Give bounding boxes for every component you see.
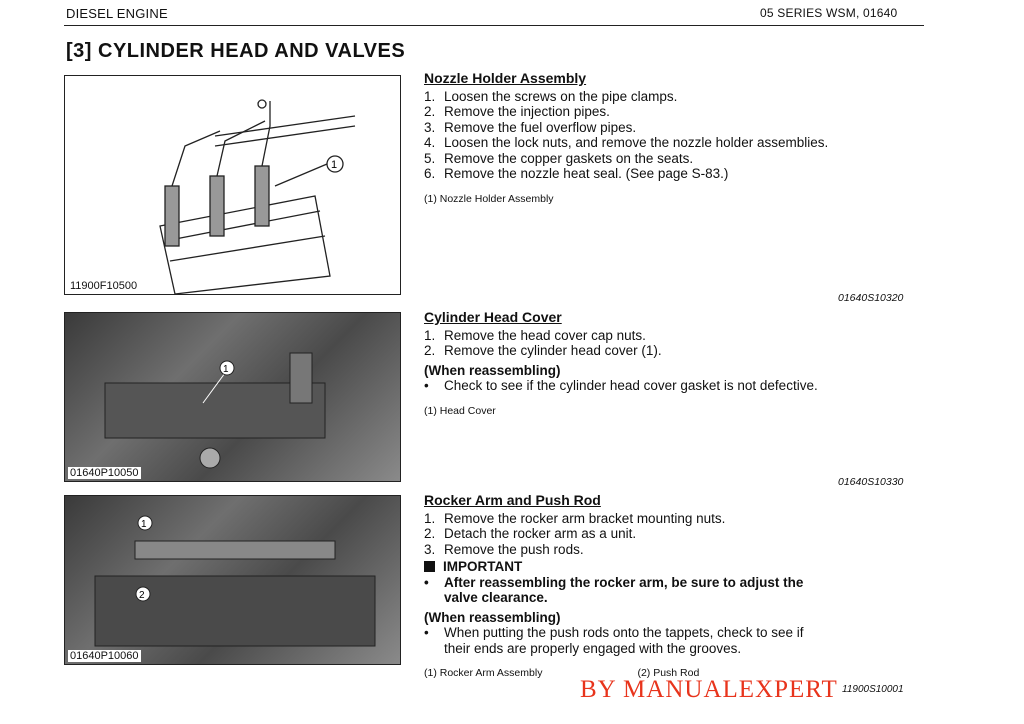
- step-list: [424, 328, 924, 359]
- callout-label: 1: [331, 159, 338, 171]
- subheading: (When reassembling): [424, 362, 561, 378]
- running-header-left: DIESEL ENGINE: [66, 6, 168, 21]
- step-item: 3. Remove the push rods.: [424, 541, 584, 557]
- figure-caption: (2) Push Rod: [637, 667, 700, 679]
- section-heading: Cylinder Head Cover: [424, 309, 562, 325]
- important-bullet-cont: valve clearance.: [444, 590, 548, 605]
- step-list: [424, 511, 924, 558]
- header-rule: [64, 25, 924, 26]
- figure-code: 01640P10060: [70, 650, 139, 662]
- step-item: 1. Loosen the screws on the pipe clamps.: [424, 88, 678, 104]
- section-code: 11900S10001: [842, 684, 904, 695]
- nozzle-holder-illustration: [65, 76, 400, 294]
- important-square-icon: [424, 561, 435, 572]
- important-bullet: • After reassembling the rocker arm, be sure to adjust the: [424, 574, 804, 590]
- figure-code: 01640P10050: [70, 467, 139, 479]
- figure-caption: (1) Head Cover: [424, 404, 496, 417]
- section-heading: Nozzle Holder Assembly: [424, 70, 587, 86]
- step-item: 3. Remove the fuel overflow pipes.: [424, 119, 637, 135]
- section-head-cover: [424, 310, 924, 419]
- step-item: 2. Remove the cylinder head cover (1).: [424, 343, 662, 358]
- head-cover-photo: [65, 313, 400, 481]
- bullet-item: • Check to see if the cylinder head cover gasket is not defective.: [424, 378, 818, 393]
- figure-caption: (1) Rocker Arm Assembly: [424, 667, 543, 679]
- bullet-item-cont: their ends are properly engaged with the grooves.: [444, 640, 742, 656]
- subheading: (When reassembling): [424, 609, 561, 625]
- section-code: 01640S10330: [838, 476, 904, 488]
- rocker-arm-photo: [65, 496, 400, 664]
- figure-code: 11900F10500: [70, 280, 138, 292]
- step-item: 1. Remove the rocker arm bracket mounting nuts.: [424, 510, 726, 526]
- figure-head-cover: [64, 312, 401, 482]
- running-header-right: 05 SERIES WSM, 01640: [760, 6, 898, 20]
- section-rocker-arm: [424, 493, 924, 682]
- section-code: 01640S10320: [838, 292, 904, 304]
- figure-nozzle-holder: [64, 75, 401, 295]
- step-item: 2. Remove the injection pipes.: [424, 104, 610, 119]
- figure-caption: (1) Nozzle Holder Assembly: [424, 192, 554, 205]
- page-title: [3] CYLINDER HEAD AND VALVES: [66, 40, 406, 62]
- callout-label: 1: [223, 364, 229, 375]
- callout-label: 2: [139, 590, 145, 601]
- figure-rocker-arm: [64, 495, 401, 665]
- step-item: 4. Loosen the lock nuts, and remove the nozzle holder assemblies.: [424, 135, 829, 150]
- section-heading: Rocker Arm and Push Rod: [424, 492, 601, 508]
- step-item: 1. Remove the head cover cap nuts.: [424, 327, 646, 343]
- important-label: IMPORTANT: [424, 559, 924, 575]
- callout-label: 1: [141, 519, 147, 530]
- step-item: 6. Remove the nozzle heat seal. (See page S-83.): [424, 166, 729, 181]
- step-list: [424, 89, 924, 182]
- step-item: 2. Detach the rocker arm as a unit.: [424, 526, 637, 541]
- step-item: 5. Remove the copper gaskets on the seats.: [424, 150, 694, 166]
- watermark: BY MANUALEXPERT: [580, 676, 838, 703]
- bullet-item: • When putting the push rods onto the tappets, check to see if: [424, 625, 804, 640]
- section-nozzle-holder: [424, 71, 924, 207]
